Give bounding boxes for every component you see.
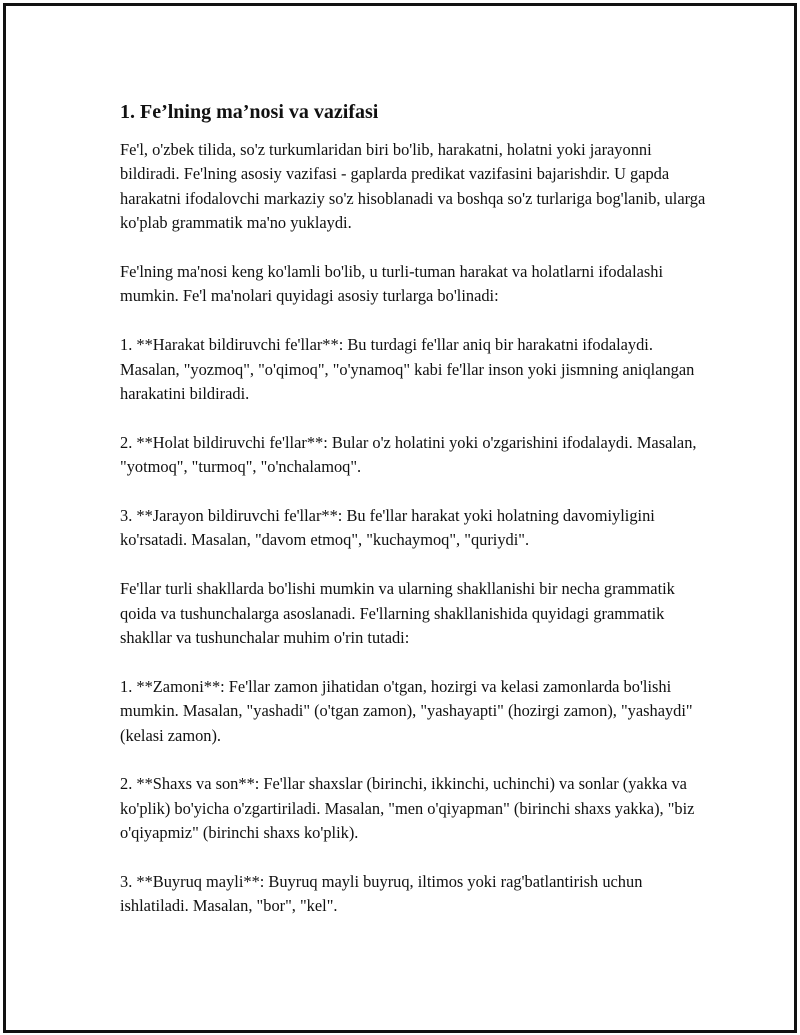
list-item-zamon: 1. **Zamoni**: Fe'llar zamon jihatidan o'tgan, hozirgi va kelasi zamonlarda bo'lishi mumkin. Masalan, "yashadi" (o'tgan zamon), "yashayapti" (hozirgi zamon), "yashaydi" (kelasi zamon). [120, 676, 693, 745]
list-item-holat: 2. **Holat bildiruvchi fe'llar**: Bular o'z holatini yoki o'zgarishini ifodalaydi. Masalan, "yotmoq", "turmoq", "o'nchalamoq". [120, 432, 697, 477]
page-title: 1. Fe’lning ma’nosi va vazifasi [120, 101, 379, 123]
list-item-jarayon: 3. **Jarayon bildiruvchi fe'llar**: Bu fe'llar harakat yoki holatning davomiyligini ko'rsatadi. Masalan, "davom etmoq", "kuchaymoq", "quriydi". [120, 506, 655, 550]
paragraph-meaning: Fe'lning ma'nosi keng ko'lamli bo'lib, u turli-tuman harakat va holatlarni ifodalashi mumkin. Fe'l ma'nolari quyidagi asosiy turlarga bo'linadi: [120, 262, 664, 306]
list-item-buyruq: 3. **Buyruq mayli**: Buyruq mayli buyruq, iltimos yoki rag'batlantirish uchun ishlatiladi. Masalan, "bor", "kel". [120, 872, 643, 916]
paragraph-forms: Fe'llar turli shakllarda bo'lishi mumkin va ularning shakllanishi bir necha grammatik qoida va tushunchalarga asoslanadi. Fe'llarning shakllanishida quyidagi grammatik shakllar va tushunchalar muhim o'rin tutadi: [120, 579, 675, 648]
page-frame [3, 3, 797, 1033]
list-item-shaxs-son: 2. **Shaxs va son**: Fe'llar shaxslar (birinchi, ikkinchi, uchinchi) va sonlar (yakka va ko'plik) bo'yicha o'zgartiriladi. Masalan, "men o'qiyapman" (birinchi shaxs yakka), "biz o'qiyapmiz" (birinchi shaxs ko'plik). [120, 774, 695, 843]
paragraph-intro: Fe'l, o'zbek tilida, so'z turkumlaridan biri bo'lib, harakatni, holatni yoki jarayonni bildiradi. Fe'lning asosiy vazifasi - gaplarda predikat vazifasini bajarishdir. U gapda harakatni ifodalovchi markaziy so'z hisoblanadi va boshqa so'z turlariga bog'lanib, ularga ko'plab grammatik ma'no yuklaydi. [120, 140, 706, 233]
document-body [120, 98, 710, 943]
list-item-harakat: 1. **Harakat bildiruvchi fe'llar**: Bu turdagi fe'llar aniq bir harakatni ifodalaydi. Masalan, "yozmoq", "o'qimoq", "o'ynamoq" kabi fe'llar inson yoki jismning aniqlangan harakatini bildiradi. [120, 335, 695, 404]
